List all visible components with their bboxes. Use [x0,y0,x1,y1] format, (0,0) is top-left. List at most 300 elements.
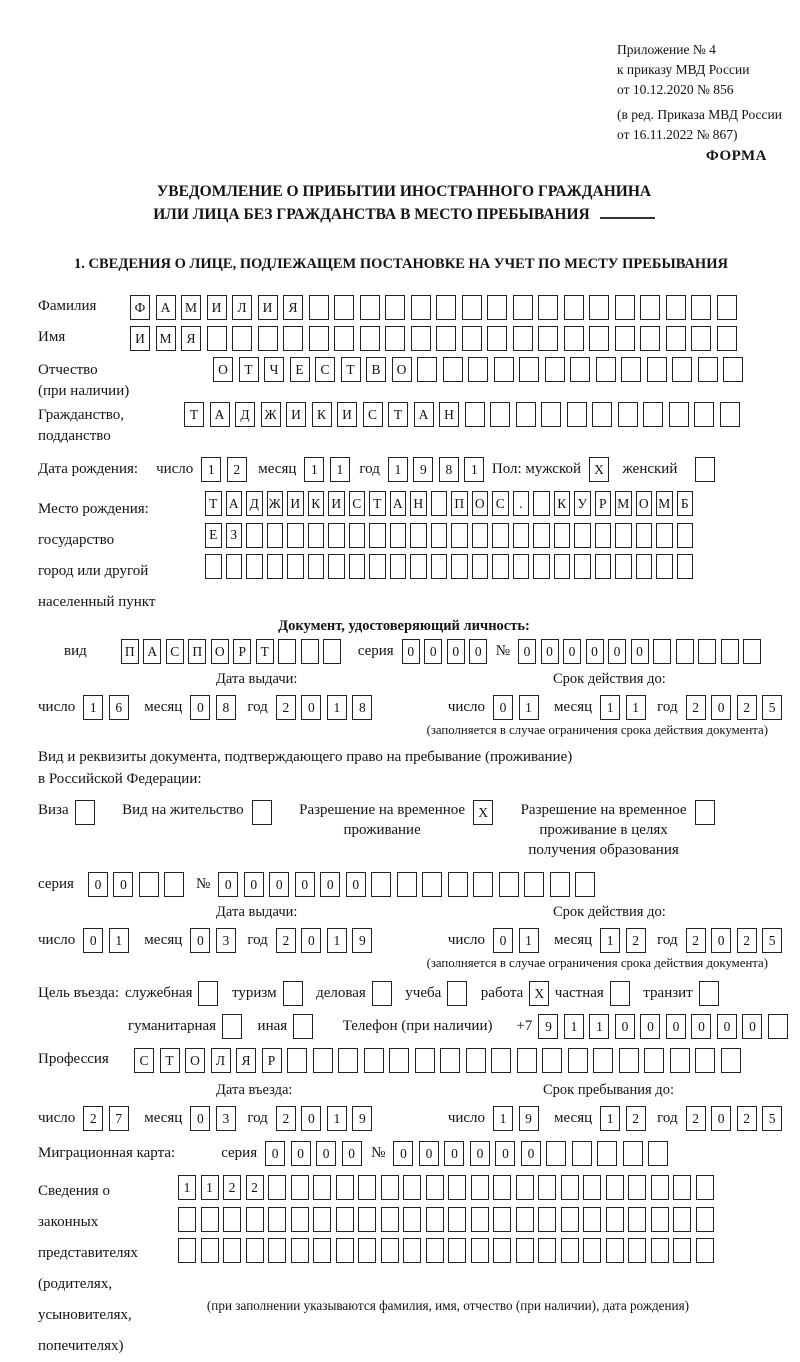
char-box[interactable] [372,981,392,1006]
char-box[interactable]: 2 [737,928,757,953]
char-box[interactable]: А [414,402,434,427]
char-box[interactable] [334,295,354,320]
char-box[interactable] [621,357,641,382]
char-box[interactable]: С [349,491,366,516]
char-box[interactable]: А [390,491,407,516]
char-box[interactable] [403,1238,421,1263]
char-box[interactable] [309,295,329,320]
char-box[interactable] [448,1238,466,1263]
char-box[interactable] [696,1175,714,1200]
char-box[interactable]: 0 [608,639,626,664]
char-box[interactable] [595,554,612,579]
char-box[interactable] [415,1048,435,1073]
char-box[interactable]: 2 [276,928,296,953]
char-box[interactable]: X [529,981,549,1006]
char-box[interactable] [493,1207,511,1232]
char-box[interactable]: Ч [264,357,284,382]
char-box[interactable] [426,1175,444,1200]
char-box[interactable]: 0 [424,639,442,664]
char-box[interactable] [533,523,550,548]
char-box[interactable]: 2 [276,695,296,720]
char-box[interactable]: Р [595,491,612,516]
char-box[interactable]: 1 [201,1175,219,1200]
char-box[interactable] [447,981,467,1006]
char-box[interactable]: Ф [130,295,150,320]
char-box[interactable]: И [258,295,278,320]
char-box[interactable] [677,523,694,548]
char-box[interactable] [465,402,485,427]
char-box[interactable]: 9 [538,1014,558,1039]
char-box[interactable]: X [473,800,493,825]
char-box[interactable] [336,1175,354,1200]
char-box[interactable] [389,1048,409,1073]
char-box[interactable] [139,872,159,897]
char-box[interactable] [568,1048,588,1073]
char-box[interactable]: 0 [265,1141,285,1166]
char-box[interactable] [691,326,711,351]
char-box[interactable]: 0 [190,1106,210,1131]
char-box[interactable] [328,554,345,579]
char-box[interactable]: 1 [201,457,221,482]
char-box[interactable] [466,1048,486,1073]
char-box[interactable] [490,402,510,427]
char-box[interactable] [283,981,303,1006]
char-box[interactable] [593,1048,613,1073]
char-box[interactable] [287,554,304,579]
char-box[interactable]: 2 [227,457,247,482]
char-box[interactable]: Т [369,491,386,516]
char-box[interactable] [656,523,673,548]
char-box[interactable]: 0 [493,695,513,720]
char-box[interactable]: 2 [626,928,646,953]
char-box[interactable] [313,1048,333,1073]
char-box[interactable] [336,1207,354,1232]
char-box[interactable] [564,326,584,351]
char-box[interactable] [538,1175,556,1200]
char-box[interactable] [360,326,380,351]
char-box[interactable] [472,554,489,579]
char-box[interactable]: 0 [541,639,559,664]
char-box[interactable] [390,554,407,579]
char-box[interactable] [606,1175,624,1200]
char-box[interactable]: 1 [327,928,347,953]
char-box[interactable] [410,523,427,548]
char-box[interactable] [411,326,431,351]
char-box[interactable] [643,402,663,427]
char-box[interactable]: 9 [413,457,433,482]
char-box[interactable] [473,872,493,897]
char-box[interactable] [440,1048,460,1073]
char-box[interactable] [491,1048,511,1073]
char-box[interactable] [462,326,482,351]
char-box[interactable] [538,326,558,351]
char-box[interactable] [436,295,456,320]
char-box[interactable]: 0 [269,872,289,897]
char-box[interactable]: 1 [600,928,620,953]
char-box[interactable] [451,554,468,579]
char-box[interactable]: 2 [686,695,706,720]
char-box[interactable] [583,1238,601,1263]
char-box[interactable] [538,295,558,320]
char-box[interactable]: 7 [109,1106,129,1131]
char-box[interactable]: П [188,639,206,664]
char-box[interactable]: И [287,491,304,516]
char-box[interactable]: П [451,491,468,516]
char-box[interactable] [360,295,380,320]
char-box[interactable] [178,1238,196,1263]
char-box[interactable] [673,1238,691,1263]
char-box[interactable]: А [226,491,243,516]
char-box[interactable] [268,1238,286,1263]
char-box[interactable] [574,523,591,548]
char-box[interactable] [385,326,405,351]
char-box[interactable] [696,1207,714,1232]
char-box[interactable] [349,554,366,579]
char-box[interactable] [75,800,95,825]
char-box[interactable] [550,872,570,897]
char-box[interactable] [411,295,431,320]
char-box[interactable]: К [312,402,332,427]
char-box[interactable] [513,326,533,351]
char-box[interactable]: 0 [316,1141,336,1166]
char-box[interactable] [589,326,609,351]
char-box[interactable] [561,1175,579,1200]
char-box[interactable]: О [185,1048,205,1073]
char-box[interactable] [301,639,319,664]
char-box[interactable] [426,1207,444,1232]
char-box[interactable]: Л [211,1048,231,1073]
char-box[interactable] [698,639,716,664]
char-box[interactable] [717,295,737,320]
char-box[interactable]: М [656,491,673,516]
char-box[interactable] [517,1048,537,1073]
char-box[interactable]: 0 [342,1141,362,1166]
char-box[interactable]: 0 [447,639,465,664]
char-box[interactable] [673,1175,691,1200]
char-box[interactable]: 2 [686,928,706,953]
char-box[interactable]: 8 [439,457,459,482]
char-box[interactable] [516,1238,534,1263]
char-box[interactable] [670,1048,690,1073]
char-box[interactable]: О [636,491,653,516]
char-box[interactable]: 2 [626,1106,646,1131]
char-box[interactable] [554,523,571,548]
char-box[interactable] [201,1238,219,1263]
char-box[interactable]: С [134,1048,154,1073]
char-box[interactable] [546,1141,566,1166]
char-box[interactable] [268,1175,286,1200]
char-box[interactable]: Т [160,1048,180,1073]
char-box[interactable]: Ж [267,491,284,516]
char-box[interactable]: X [589,457,609,482]
char-box[interactable] [246,1238,264,1263]
char-box[interactable] [699,981,719,1006]
char-box[interactable] [656,554,673,579]
char-box[interactable] [493,1238,511,1263]
char-box[interactable]: 2 [246,1175,264,1200]
char-box[interactable]: 0 [88,872,108,897]
char-box[interactable] [223,1238,241,1263]
char-box[interactable] [542,1048,562,1073]
char-box[interactable] [516,1207,534,1232]
char-box[interactable] [291,1207,309,1232]
char-box[interactable]: 0 [218,872,238,897]
char-box[interactable]: 5 [762,1106,782,1131]
char-box[interactable]: 3 [216,928,236,953]
char-box[interactable]: 0 [495,1141,515,1166]
char-box[interactable]: 0 [346,872,366,897]
char-box[interactable]: 1 [178,1175,196,1200]
char-box[interactable]: 0 [419,1141,439,1166]
char-box[interactable] [308,554,325,579]
char-box[interactable] [676,639,694,664]
char-box[interactable]: Р [233,639,251,664]
char-box[interactable]: Т [341,357,361,382]
char-box[interactable]: 0 [393,1141,413,1166]
char-box[interactable] [267,554,284,579]
char-box[interactable]: Т [184,402,204,427]
char-box[interactable]: 2 [686,1106,706,1131]
char-box[interactable] [471,1207,489,1232]
char-box[interactable]: 0 [244,872,264,897]
char-box[interactable] [472,523,489,548]
char-box[interactable] [205,554,222,579]
char-box[interactable] [669,402,689,427]
char-box[interactable]: Ж [261,402,281,427]
char-box[interactable] [293,1014,313,1039]
char-box[interactable]: 1 [83,695,103,720]
char-box[interactable] [178,1207,196,1232]
char-box[interactable]: Е [205,523,222,548]
char-box[interactable]: 1 [388,457,408,482]
char-box[interactable] [328,523,345,548]
char-box[interactable] [636,523,653,548]
char-box[interactable] [597,1141,617,1166]
char-box[interactable] [232,326,252,351]
char-box[interactable] [516,1175,534,1200]
char-box[interactable]: С [166,639,184,664]
char-box[interactable]: И [130,326,150,351]
char-box[interactable] [381,1207,399,1232]
char-box[interactable]: К [554,491,571,516]
char-box[interactable]: 2 [223,1175,241,1200]
char-box[interactable]: 8 [216,695,236,720]
char-box[interactable]: Т [205,491,222,516]
char-box[interactable] [334,326,354,351]
char-box[interactable] [513,523,530,548]
char-box[interactable] [246,554,263,579]
char-box[interactable] [338,1048,358,1073]
char-box[interactable] [471,1238,489,1263]
char-box[interactable] [623,1141,643,1166]
char-box[interactable] [640,326,660,351]
char-box[interactable] [615,295,635,320]
char-box[interactable]: 8 [352,695,372,720]
char-box[interactable] [431,491,448,516]
char-box[interactable]: 2 [737,1106,757,1131]
char-box[interactable]: С [315,357,335,382]
char-box[interactable]: 2 [83,1106,103,1131]
char-box[interactable] [448,872,468,897]
char-box[interactable] [606,1207,624,1232]
char-box[interactable] [358,1238,376,1263]
char-box[interactable] [358,1207,376,1232]
char-box[interactable] [695,1048,715,1073]
char-box[interactable] [403,1175,421,1200]
char-box[interactable]: Н [410,491,427,516]
char-box[interactable] [695,800,715,825]
char-box[interactable] [291,1175,309,1200]
char-box[interactable] [615,523,632,548]
char-box[interactable]: Д [235,402,255,427]
char-box[interactable]: 1 [600,695,620,720]
char-box[interactable] [381,1238,399,1263]
char-box[interactable] [201,1207,219,1232]
char-box[interactable]: Б [677,491,694,516]
char-box[interactable] [533,491,550,516]
char-box[interactable]: 1 [519,695,539,720]
char-box[interactable]: 0 [444,1141,464,1166]
char-box[interactable] [207,326,227,351]
char-box[interactable]: 0 [711,695,731,720]
char-box[interactable] [651,1207,669,1232]
char-box[interactable]: 2 [276,1106,296,1131]
char-box[interactable] [448,1207,466,1232]
char-box[interactable]: П [121,639,139,664]
char-box[interactable] [451,523,468,548]
char-box[interactable]: 1 [327,1106,347,1131]
char-box[interactable] [694,402,714,427]
char-box[interactable] [610,981,630,1006]
char-box[interactable]: 1 [464,457,484,482]
char-box[interactable] [471,1175,489,1200]
char-box[interactable]: Я [283,295,303,320]
char-box[interactable] [385,295,405,320]
char-box[interactable] [492,523,509,548]
char-box[interactable] [397,872,417,897]
char-box[interactable] [499,872,519,897]
char-box[interactable] [589,295,609,320]
char-box[interactable] [592,402,612,427]
char-box[interactable]: А [156,295,176,320]
char-box[interactable] [417,357,437,382]
char-box[interactable]: И [328,491,345,516]
char-box[interactable] [572,1141,592,1166]
char-box[interactable]: 1 [327,695,347,720]
char-box[interactable] [222,1014,242,1039]
char-box[interactable] [309,326,329,351]
char-box[interactable] [436,326,456,351]
char-box[interactable] [308,523,325,548]
char-box[interactable] [313,1238,331,1263]
char-box[interactable] [258,326,278,351]
char-box[interactable] [431,554,448,579]
char-box[interactable]: 1 [330,457,350,482]
char-box[interactable]: Я [181,326,201,351]
char-box[interactable] [628,1175,646,1200]
char-box[interactable]: Т [239,357,259,382]
char-box[interactable] [696,1238,714,1263]
char-box[interactable]: 9 [519,1106,539,1131]
char-box[interactable] [223,1207,241,1232]
char-box[interactable] [468,357,488,382]
char-box[interactable]: . [513,491,530,516]
char-box[interactable] [516,402,536,427]
char-box[interactable] [628,1207,646,1232]
char-box[interactable] [653,639,671,664]
char-box[interactable] [313,1207,331,1232]
char-box[interactable] [538,1207,556,1232]
char-box[interactable]: Я [236,1048,256,1073]
char-box[interactable] [666,295,686,320]
char-box[interactable] [226,554,243,579]
char-box[interactable]: 0 [586,639,604,664]
char-box[interactable]: И [337,402,357,427]
char-box[interactable]: 0 [518,639,536,664]
char-box[interactable]: 9 [352,1106,372,1131]
char-box[interactable] [198,981,218,1006]
char-box[interactable] [519,357,539,382]
char-box[interactable]: В [366,357,386,382]
char-box[interactable]: О [472,491,489,516]
char-box[interactable]: 1 [600,1106,620,1131]
char-box[interactable] [487,326,507,351]
char-box[interactable] [410,554,427,579]
char-box[interactable]: 6 [109,695,129,720]
char-box[interactable]: 0 [631,639,649,664]
char-box[interactable]: 3 [216,1106,236,1131]
char-box[interactable]: 0 [301,695,321,720]
char-box[interactable]: 5 [762,928,782,953]
char-box[interactable] [618,402,638,427]
char-box[interactable]: С [492,491,509,516]
char-box[interactable] [278,639,296,664]
char-box[interactable] [673,1207,691,1232]
char-box[interactable] [538,1238,556,1263]
char-box[interactable] [246,1207,264,1232]
char-box[interactable] [323,639,341,664]
char-box[interactable] [349,523,366,548]
char-box[interactable]: Т [256,639,274,664]
char-box[interactable] [358,1175,376,1200]
char-box[interactable]: 0 [190,695,210,720]
char-box[interactable]: 1 [564,1014,584,1039]
char-box[interactable] [403,1207,421,1232]
char-box[interactable]: 0 [295,872,315,897]
char-box[interactable] [533,554,550,579]
char-box[interactable] [541,402,561,427]
char-box[interactable] [492,554,509,579]
char-box[interactable]: 0 [521,1141,541,1166]
char-box[interactable] [677,554,694,579]
char-box[interactable]: 1 [519,928,539,953]
char-box[interactable]: Е [290,357,310,382]
char-box[interactable] [291,1238,309,1263]
char-box[interactable] [381,1175,399,1200]
char-box[interactable] [717,326,737,351]
char-box[interactable] [648,1141,668,1166]
char-box[interactable]: 1 [109,928,129,953]
char-box[interactable] [493,1175,511,1200]
char-box[interactable]: 1 [493,1106,513,1131]
char-box[interactable]: М [181,295,201,320]
char-box[interactable] [720,402,740,427]
char-box[interactable] [561,1238,579,1263]
char-box[interactable]: М [156,326,176,351]
char-box[interactable] [390,523,407,548]
char-box[interactable]: Д [246,491,263,516]
char-box[interactable] [628,1238,646,1263]
